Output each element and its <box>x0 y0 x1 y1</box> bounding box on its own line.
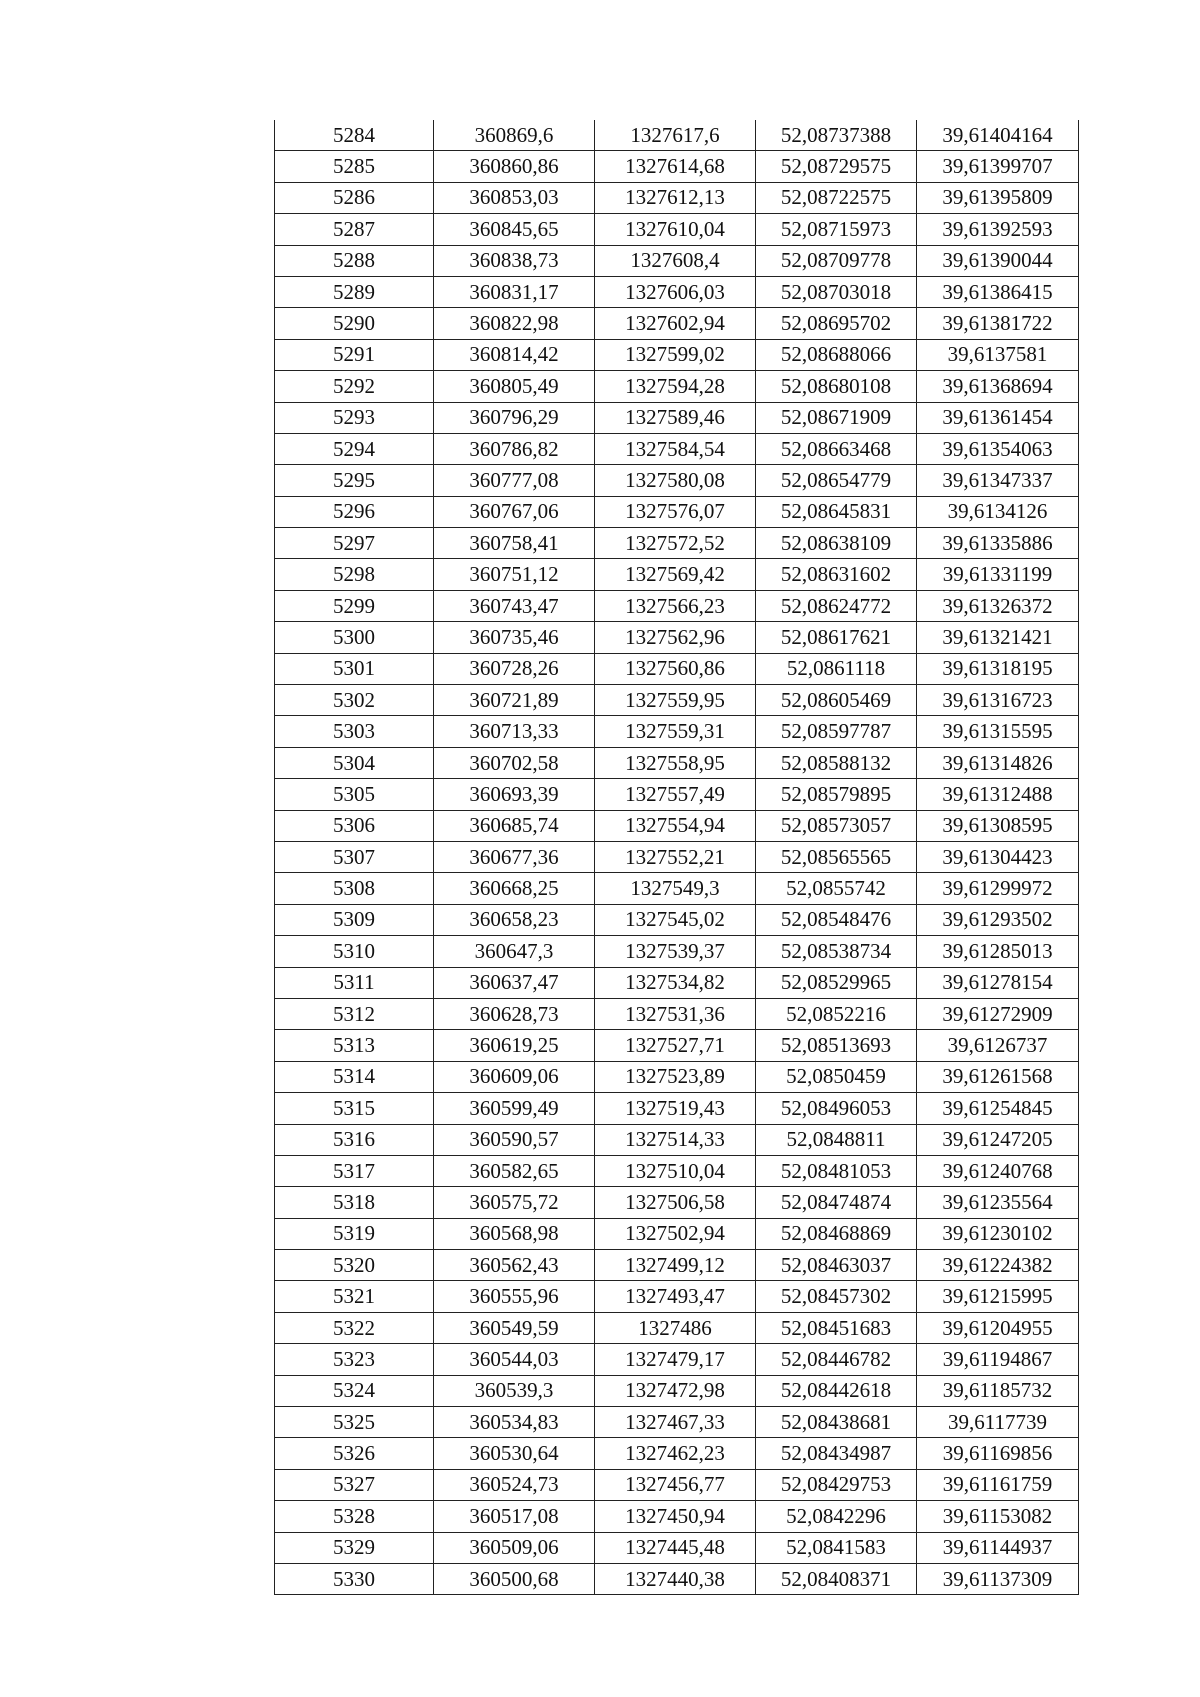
x-coordinate-cell: 360831,17 <box>434 276 595 307</box>
point-number-cell: 5319 <box>275 1218 434 1249</box>
longitude-cell: 39,61386415 <box>917 276 1079 307</box>
x-coordinate-cell: 360677,36 <box>434 841 595 872</box>
table-row <box>275 841 1079 872</box>
point-number-cell: 5309 <box>275 904 434 935</box>
y-coordinate-cell: 1327493,47 <box>595 1281 756 1312</box>
latitude-cell: 52,08442618 <box>756 1375 917 1406</box>
y-coordinate-cell: 1327519,43 <box>595 1093 756 1124</box>
y-coordinate-cell: 1327502,94 <box>595 1218 756 1249</box>
point-number-cell: 5315 <box>275 1093 434 1124</box>
point-number-cell: 5313 <box>275 1030 434 1061</box>
latitude-cell: 52,08438681 <box>756 1407 917 1438</box>
y-coordinate-cell: 1327557,49 <box>595 779 756 810</box>
latitude-cell: 52,08529965 <box>756 967 917 998</box>
longitude-cell: 39,61399707 <box>917 151 1079 182</box>
longitude-cell: 39,61395809 <box>917 182 1079 213</box>
x-coordinate-cell: 360509,06 <box>434 1532 595 1563</box>
x-coordinate-cell: 360609,06 <box>434 1061 595 1092</box>
point-number-cell: 5325 <box>275 1407 434 1438</box>
latitude-cell: 52,0842296 <box>756 1501 917 1532</box>
latitude-cell: 52,0841583 <box>756 1532 917 1563</box>
longitude-cell: 39,61285013 <box>917 936 1079 967</box>
point-number-cell: 5288 <box>275 245 434 276</box>
x-coordinate-cell: 360814,42 <box>434 339 595 370</box>
point-number-cell: 5321 <box>275 1281 434 1312</box>
y-coordinate-cell: 1327479,17 <box>595 1344 756 1375</box>
table-row <box>275 371 1079 402</box>
longitude-cell: 39,61254845 <box>917 1093 1079 1124</box>
point-number-cell: 5318 <box>275 1187 434 1218</box>
table-row <box>275 1093 1079 1124</box>
latitude-cell: 52,08722575 <box>756 182 917 213</box>
longitude-cell: 39,61368694 <box>917 371 1079 402</box>
y-coordinate-cell: 1327552,21 <box>595 841 756 872</box>
x-coordinate-cell: 360869,6 <box>434 120 595 151</box>
table-row <box>275 1030 1079 1061</box>
y-coordinate-cell: 1327523,89 <box>595 1061 756 1092</box>
point-number-cell: 5299 <box>275 590 434 621</box>
point-number-cell: 5326 <box>275 1438 434 1469</box>
latitude-cell: 52,0850459 <box>756 1061 917 1092</box>
table-row <box>275 1250 1079 1281</box>
table-row <box>275 245 1079 276</box>
x-coordinate-cell: 360822,98 <box>434 308 595 339</box>
x-coordinate-cell: 360628,73 <box>434 998 595 1029</box>
point-number-cell: 5289 <box>275 276 434 307</box>
point-number-cell: 5291 <box>275 339 434 370</box>
table-row <box>275 747 1079 778</box>
table-row <box>275 1344 1079 1375</box>
table-row <box>275 276 1079 307</box>
y-coordinate-cell: 1327472,98 <box>595 1375 756 1406</box>
longitude-cell: 39,61314826 <box>917 747 1079 778</box>
latitude-cell: 52,08573057 <box>756 810 917 841</box>
x-coordinate-cell: 360530,64 <box>434 1438 595 1469</box>
y-coordinate-cell: 1327486 <box>595 1312 756 1343</box>
table-row <box>275 1124 1079 1155</box>
longitude-cell: 39,61347337 <box>917 465 1079 496</box>
point-number-cell: 5320 <box>275 1250 434 1281</box>
point-number-cell: 5304 <box>275 747 434 778</box>
y-coordinate-cell: 1327612,13 <box>595 182 756 213</box>
x-coordinate-cell: 360743,47 <box>434 590 595 621</box>
y-coordinate-cell: 1327545,02 <box>595 904 756 935</box>
coordinates-table-body <box>275 120 1079 1595</box>
x-coordinate-cell: 360735,46 <box>434 622 595 653</box>
x-coordinate-cell: 360637,47 <box>434 967 595 998</box>
y-coordinate-cell: 1327580,08 <box>595 465 756 496</box>
longitude-cell: 39,61169856 <box>917 1438 1079 1469</box>
latitude-cell: 52,08408371 <box>756 1563 917 1594</box>
x-coordinate-cell: 360500,68 <box>434 1563 595 1594</box>
latitude-cell: 52,08680108 <box>756 371 917 402</box>
x-coordinate-cell: 360767,06 <box>434 496 595 527</box>
table-row <box>275 151 1079 182</box>
y-coordinate-cell: 1327506,58 <box>595 1187 756 1218</box>
table-row <box>275 967 1079 998</box>
point-number-cell: 5292 <box>275 371 434 402</box>
longitude-cell: 39,61261568 <box>917 1061 1079 1092</box>
longitude-cell: 39,6137581 <box>917 339 1079 370</box>
latitude-cell: 52,08463037 <box>756 1250 917 1281</box>
latitude-cell: 52,08663468 <box>756 433 917 464</box>
x-coordinate-cell: 360568,98 <box>434 1218 595 1249</box>
table-row <box>275 1501 1079 1532</box>
longitude-cell: 39,61390044 <box>917 245 1079 276</box>
y-coordinate-cell: 1327576,07 <box>595 496 756 527</box>
table-row <box>275 433 1079 464</box>
longitude-cell: 39,61392593 <box>917 214 1079 245</box>
latitude-cell: 52,08729575 <box>756 151 917 182</box>
longitude-cell: 39,61331199 <box>917 559 1079 590</box>
latitude-cell: 52,0852216 <box>756 998 917 1029</box>
table-row <box>275 904 1079 935</box>
longitude-cell: 39,61326372 <box>917 590 1079 621</box>
table-row <box>275 1469 1079 1500</box>
latitude-cell: 52,08645831 <box>756 496 917 527</box>
table-row <box>275 685 1079 716</box>
point-number-cell: 5296 <box>275 496 434 527</box>
x-coordinate-cell: 360599,49 <box>434 1093 595 1124</box>
x-coordinate-cell: 360534,83 <box>434 1407 595 1438</box>
y-coordinate-cell: 1327462,23 <box>595 1438 756 1469</box>
longitude-cell: 39,61404164 <box>917 120 1079 151</box>
table-row <box>275 465 1079 496</box>
longitude-cell: 39,61235564 <box>917 1187 1079 1218</box>
longitude-cell: 39,61299972 <box>917 873 1079 904</box>
coordinates-table <box>274 120 1079 1595</box>
y-coordinate-cell: 1327559,31 <box>595 716 756 747</box>
point-number-cell: 5317 <box>275 1155 434 1186</box>
point-number-cell: 5298 <box>275 559 434 590</box>
longitude-cell: 39,61204955 <box>917 1312 1079 1343</box>
longitude-cell: 39,61194867 <box>917 1344 1079 1375</box>
y-coordinate-cell: 1327608,4 <box>595 245 756 276</box>
latitude-cell: 52,08496053 <box>756 1093 917 1124</box>
x-coordinate-cell: 360728,26 <box>434 653 595 684</box>
latitude-cell: 52,0848811 <box>756 1124 917 1155</box>
longitude-cell: 39,61321421 <box>917 622 1079 653</box>
longitude-cell: 39,61293502 <box>917 904 1079 935</box>
x-coordinate-cell: 360539,3 <box>434 1375 595 1406</box>
latitude-cell: 52,08654779 <box>756 465 917 496</box>
x-coordinate-cell: 360590,57 <box>434 1124 595 1155</box>
table-row <box>275 873 1079 904</box>
table-row <box>275 120 1079 151</box>
point-number-cell: 5294 <box>275 433 434 464</box>
point-number-cell: 5312 <box>275 998 434 1029</box>
table-row <box>275 1563 1079 1594</box>
table-row <box>275 559 1079 590</box>
y-coordinate-cell: 1327440,38 <box>595 1563 756 1594</box>
y-coordinate-cell: 1327569,42 <box>595 559 756 590</box>
table-row <box>275 496 1079 527</box>
longitude-cell: 39,61240768 <box>917 1155 1079 1186</box>
latitude-cell: 52,08457302 <box>756 1281 917 1312</box>
table-row <box>275 1187 1079 1218</box>
x-coordinate-cell: 360544,03 <box>434 1344 595 1375</box>
longitude-cell: 39,61161759 <box>917 1469 1079 1500</box>
latitude-cell: 52,0855742 <box>756 873 917 904</box>
y-coordinate-cell: 1327602,94 <box>595 308 756 339</box>
table-row <box>275 1218 1079 1249</box>
longitude-cell: 39,61304423 <box>917 841 1079 872</box>
table-row <box>275 1061 1079 1092</box>
x-coordinate-cell: 360702,58 <box>434 747 595 778</box>
latitude-cell: 52,08451683 <box>756 1312 917 1343</box>
longitude-cell: 39,61312488 <box>917 779 1079 810</box>
latitude-cell: 52,08513693 <box>756 1030 917 1061</box>
latitude-cell: 52,08597787 <box>756 716 917 747</box>
x-coordinate-cell: 360751,12 <box>434 559 595 590</box>
point-number-cell: 5305 <box>275 779 434 810</box>
table-row <box>275 653 1079 684</box>
x-coordinate-cell: 360845,65 <box>434 214 595 245</box>
y-coordinate-cell: 1327610,04 <box>595 214 756 245</box>
latitude-cell: 52,08446782 <box>756 1344 917 1375</box>
x-coordinate-cell: 360721,89 <box>434 685 595 716</box>
y-coordinate-cell: 1327558,95 <box>595 747 756 778</box>
longitude-cell: 39,61185732 <box>917 1375 1079 1406</box>
point-number-cell: 5308 <box>275 873 434 904</box>
latitude-cell: 52,08588132 <box>756 747 917 778</box>
point-number-cell: 5286 <box>275 182 434 213</box>
point-number-cell: 5329 <box>275 1532 434 1563</box>
point-number-cell: 5328 <box>275 1501 434 1532</box>
latitude-cell: 52,08538734 <box>756 936 917 967</box>
table-row <box>275 779 1079 810</box>
longitude-cell: 39,61144937 <box>917 1532 1079 1563</box>
point-number-cell: 5330 <box>275 1563 434 1594</box>
x-coordinate-cell: 360786,82 <box>434 433 595 464</box>
x-coordinate-cell: 360777,08 <box>434 465 595 496</box>
table-row <box>275 1281 1079 1312</box>
latitude-cell: 52,08671909 <box>756 402 917 433</box>
latitude-cell: 52,08474874 <box>756 1187 917 1218</box>
latitude-cell: 52,08605469 <box>756 685 917 716</box>
latitude-cell: 52,08579895 <box>756 779 917 810</box>
point-number-cell: 5307 <box>275 841 434 872</box>
table-row <box>275 308 1079 339</box>
y-coordinate-cell: 1327572,52 <box>595 528 756 559</box>
y-coordinate-cell: 1327566,23 <box>595 590 756 621</box>
point-number-cell: 5327 <box>275 1469 434 1500</box>
longitude-cell: 39,61361454 <box>917 402 1079 433</box>
point-number-cell: 5322 <box>275 1312 434 1343</box>
latitude-cell: 52,08624772 <box>756 590 917 621</box>
point-number-cell: 5314 <box>275 1061 434 1092</box>
longitude-cell: 39,61224382 <box>917 1250 1079 1281</box>
longitude-cell: 39,61247205 <box>917 1124 1079 1155</box>
table-row <box>275 1155 1079 1186</box>
latitude-cell: 52,08468869 <box>756 1218 917 1249</box>
longitude-cell: 39,6117739 <box>917 1407 1079 1438</box>
latitude-cell: 52,08709778 <box>756 245 917 276</box>
longitude-cell: 39,61153082 <box>917 1501 1079 1532</box>
y-coordinate-cell: 1327514,33 <box>595 1124 756 1155</box>
x-coordinate-cell: 360647,3 <box>434 936 595 967</box>
latitude-cell: 52,08631602 <box>756 559 917 590</box>
point-number-cell: 5301 <box>275 653 434 684</box>
point-number-cell: 5324 <box>275 1375 434 1406</box>
table-row <box>275 214 1079 245</box>
x-coordinate-cell: 360758,41 <box>434 528 595 559</box>
table-row <box>275 182 1079 213</box>
latitude-cell: 52,08638109 <box>756 528 917 559</box>
y-coordinate-cell: 1327510,04 <box>595 1155 756 1186</box>
x-coordinate-cell: 360658,23 <box>434 904 595 935</box>
x-coordinate-cell: 360805,49 <box>434 371 595 402</box>
latitude-cell: 52,08617621 <box>756 622 917 653</box>
latitude-cell: 52,08548476 <box>756 904 917 935</box>
table-row <box>275 402 1079 433</box>
longitude-cell: 39,6134126 <box>917 496 1079 527</box>
y-coordinate-cell: 1327560,86 <box>595 653 756 684</box>
longitude-cell: 39,61335886 <box>917 528 1079 559</box>
longitude-cell: 39,61308595 <box>917 810 1079 841</box>
latitude-cell: 52,08703018 <box>756 276 917 307</box>
longitude-cell: 39,61230102 <box>917 1218 1079 1249</box>
point-number-cell: 5285 <box>275 151 434 182</box>
point-number-cell: 5306 <box>275 810 434 841</box>
latitude-cell: 52,08565565 <box>756 841 917 872</box>
latitude-cell: 52,0861118 <box>756 653 917 684</box>
latitude-cell: 52,08429753 <box>756 1469 917 1500</box>
y-coordinate-cell: 1327594,28 <box>595 371 756 402</box>
x-coordinate-cell: 360517,08 <box>434 1501 595 1532</box>
y-coordinate-cell: 1327614,68 <box>595 151 756 182</box>
y-coordinate-cell: 1327499,12 <box>595 1250 756 1281</box>
y-coordinate-cell: 1327584,54 <box>595 433 756 464</box>
table-row <box>275 998 1079 1029</box>
y-coordinate-cell: 1327450,94 <box>595 1501 756 1532</box>
y-coordinate-cell: 1327599,02 <box>595 339 756 370</box>
longitude-cell: 39,61316723 <box>917 685 1079 716</box>
table-row <box>275 1532 1079 1563</box>
x-coordinate-cell: 360619,25 <box>434 1030 595 1061</box>
table-row <box>275 1438 1079 1469</box>
x-coordinate-cell: 360575,72 <box>434 1187 595 1218</box>
y-coordinate-cell: 1327534,82 <box>595 967 756 998</box>
point-number-cell: 5316 <box>275 1124 434 1155</box>
x-coordinate-cell: 360549,59 <box>434 1312 595 1343</box>
x-coordinate-cell: 360796,29 <box>434 402 595 433</box>
y-coordinate-cell: 1327589,46 <box>595 402 756 433</box>
point-number-cell: 5323 <box>275 1344 434 1375</box>
table-row <box>275 1407 1079 1438</box>
x-coordinate-cell: 360713,33 <box>434 716 595 747</box>
latitude-cell: 52,08481053 <box>756 1155 917 1186</box>
point-number-cell: 5297 <box>275 528 434 559</box>
longitude-cell: 39,61278154 <box>917 967 1079 998</box>
x-coordinate-cell: 360693,39 <box>434 779 595 810</box>
point-number-cell: 5290 <box>275 308 434 339</box>
x-coordinate-cell: 360562,43 <box>434 1250 595 1281</box>
table-row <box>275 1312 1079 1343</box>
y-coordinate-cell: 1327606,03 <box>595 276 756 307</box>
longitude-cell: 39,61381722 <box>917 308 1079 339</box>
point-number-cell: 5310 <box>275 936 434 967</box>
latitude-cell: 52,08715973 <box>756 214 917 245</box>
x-coordinate-cell: 360685,74 <box>434 810 595 841</box>
latitude-cell: 52,08737388 <box>756 120 917 151</box>
longitude-cell: 39,61318195 <box>917 653 1079 684</box>
latitude-cell: 52,08695702 <box>756 308 917 339</box>
y-coordinate-cell: 1327617,6 <box>595 120 756 151</box>
latitude-cell: 52,08688066 <box>756 339 917 370</box>
point-number-cell: 5303 <box>275 716 434 747</box>
y-coordinate-cell: 1327531,36 <box>595 998 756 1029</box>
point-number-cell: 5295 <box>275 465 434 496</box>
table-row <box>275 936 1079 967</box>
longitude-cell: 39,6126737 <box>917 1030 1079 1061</box>
y-coordinate-cell: 1327562,96 <box>595 622 756 653</box>
longitude-cell: 39,61137309 <box>917 1563 1079 1594</box>
y-coordinate-cell: 1327456,77 <box>595 1469 756 1500</box>
longitude-cell: 39,61272909 <box>917 998 1079 1029</box>
table-row <box>275 1375 1079 1406</box>
y-coordinate-cell: 1327539,37 <box>595 936 756 967</box>
y-coordinate-cell: 1327527,71 <box>595 1030 756 1061</box>
latitude-cell: 52,08434987 <box>756 1438 917 1469</box>
point-number-cell: 5287 <box>275 214 434 245</box>
table-row <box>275 810 1079 841</box>
y-coordinate-cell: 1327559,95 <box>595 685 756 716</box>
table-row <box>275 622 1079 653</box>
point-number-cell: 5284 <box>275 120 434 151</box>
table-row <box>275 528 1079 559</box>
table-row <box>275 339 1079 370</box>
point-number-cell: 5300 <box>275 622 434 653</box>
y-coordinate-cell: 1327554,94 <box>595 810 756 841</box>
point-number-cell: 5293 <box>275 402 434 433</box>
y-coordinate-cell: 1327549,3 <box>595 873 756 904</box>
y-coordinate-cell: 1327467,33 <box>595 1407 756 1438</box>
y-coordinate-cell: 1327445,48 <box>595 1532 756 1563</box>
x-coordinate-cell: 360555,96 <box>434 1281 595 1312</box>
table-row <box>275 590 1079 621</box>
x-coordinate-cell: 360582,65 <box>434 1155 595 1186</box>
point-number-cell: 5302 <box>275 685 434 716</box>
table-row <box>275 716 1079 747</box>
x-coordinate-cell: 360853,03 <box>434 182 595 213</box>
longitude-cell: 39,61215995 <box>917 1281 1079 1312</box>
x-coordinate-cell: 360860,86 <box>434 151 595 182</box>
point-number-cell: 5311 <box>275 967 434 998</box>
longitude-cell: 39,61354063 <box>917 433 1079 464</box>
x-coordinate-cell: 360668,25 <box>434 873 595 904</box>
x-coordinate-cell: 360838,73 <box>434 245 595 276</box>
longitude-cell: 39,61315595 <box>917 716 1079 747</box>
x-coordinate-cell: 360524,73 <box>434 1469 595 1500</box>
